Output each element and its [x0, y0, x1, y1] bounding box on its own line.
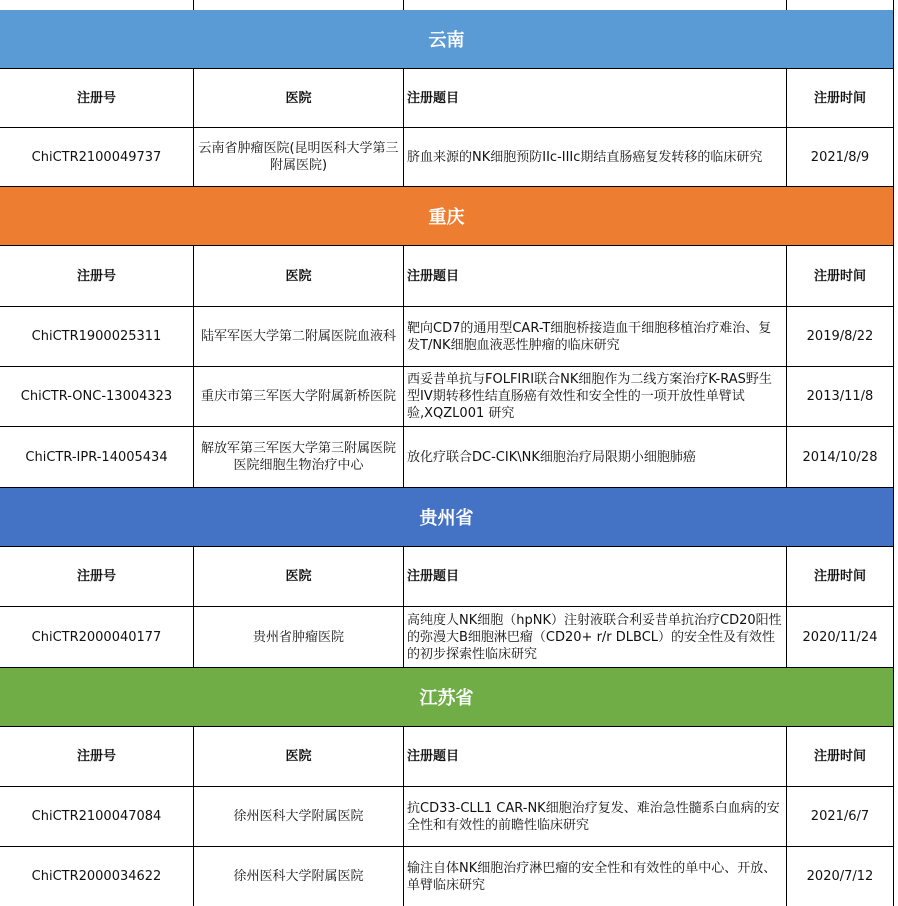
header-reg-no: 注册号: [0, 727, 194, 786]
reg-no-cell: ChiCTR2000034622: [0, 847, 194, 906]
header-row: [0, 69, 893, 128]
header-title: 注册题目: [404, 547, 787, 606]
date-cell: 2021/8/9: [810, 149, 870, 165]
reg-no-cell: ChiCTR2100049737: [0, 128, 194, 186]
table-row: [0, 367, 893, 427]
date-cell: 2014/10/28: [802, 449, 878, 465]
top-border-line: [403, 0, 404, 10]
reg-no-cell: ChiCTR-ONC-13004323: [0, 367, 194, 426]
reg-no-cell: ChiCTR2100047084: [0, 787, 194, 846]
header-hospital: 医院: [194, 69, 404, 127]
hospital-cell: 解放军第三军医大学第三附属医院医院细胞生物治疗中心: [194, 427, 404, 487]
section-banner-chongqing: 重庆: [0, 187, 893, 246]
section-banner-yunnan: 云南: [0, 10, 893, 69]
header-date: 注册时间: [813, 268, 866, 284]
date-cell: 2021/6/7: [810, 809, 870, 824]
date-cell: 2019/8/22: [806, 329, 874, 344]
table-row: [0, 128, 893, 187]
hospital-cell: 徐州医科大学附属医院: [194, 787, 404, 846]
right-border: [893, 0, 894, 906]
title-cell: 脐血来源的NK细胞预防IIc-IIIc期结直肠癌复发转移的临床研究: [404, 128, 787, 186]
header-date: 注册时间: [813, 90, 866, 106]
header-title: 注册题目: [404, 69, 787, 127]
header-hospital: 医院: [194, 246, 404, 306]
reg-no-cell: ChiCTR-IPR-14005434: [0, 427, 194, 487]
header-reg-no: 注册号: [0, 69, 194, 127]
header-row: [0, 547, 893, 607]
header-hospital: 医院: [194, 727, 404, 786]
header-date: 注册时间: [813, 749, 866, 764]
title-cell: 西妥昔单抗与FOLFIRI联合NK细胞作为二线方案治疗K-RAS野生型IV期转移性结直肠癌有效性和安全性的一项开放性单臂试验,XQZL001 研究: [404, 367, 787, 426]
date-cell: 2020/11/24: [802, 629, 878, 645]
date-cell: 2013/11/8: [806, 389, 874, 404]
section-banner-jiangsu: 江苏省: [0, 668, 893, 727]
title-cell: 抗CD33-CLL1 CAR-NK细胞治疗复发、难治急性髓系白血病的安全性和有效性的前瞻性临床研究: [404, 787, 787, 846]
table-row: [0, 607, 893, 668]
title-cell: 靶向CD7的通用型CAR-T细胞桥接造血干细胞移植治疗难治、复发T/NK细胞血液恶性肿瘤的临床研究: [404, 307, 787, 366]
header-title: 注册题目: [404, 246, 787, 306]
title-cell: 高纯度人NK细胞（hpNK）注射液联合利妥昔单抗治疗CD20阳性的弥漫大B细胞淋巴瘤（CD20+ r/r DLBCL）的安全性及有效性的初步探索性临床研究: [404, 607, 787, 667]
header-date: 注册时间: [813, 569, 866, 584]
hospital-cell: 陆军军医大学第二附属医院血液科: [194, 307, 404, 366]
reg-no-cell: ChiCTR2000040177: [0, 607, 194, 667]
hospital-cell: 重庆市第三军医大学附属新桥医院: [194, 367, 404, 426]
table-row: [0, 307, 893, 367]
header-hospital: 医院: [194, 547, 404, 606]
header-reg-no: 注册号: [0, 547, 194, 606]
section-banner-guizhou: 贵州省: [0, 488, 893, 547]
table-row: [0, 427, 893, 488]
hospital-cell: 徐州医科大学附属医院: [194, 847, 404, 906]
table-row: [0, 847, 893, 906]
title-cell: 放化疗联合DC-CIK\NK细胞治疗局限期小细胞肺癌: [404, 427, 787, 487]
hospital-cell: 贵州省肿瘤医院: [194, 607, 404, 667]
hospital-cell: 云南省肿瘤医院(昆明医科大学第三附属医院): [194, 128, 404, 186]
reg-no-cell: ChiCTR1900025311: [0, 307, 194, 366]
table-row: [0, 787, 893, 847]
date-cell: 2020/7/12: [806, 869, 874, 884]
top-border-line: [786, 0, 787, 10]
header-row: [0, 246, 893, 307]
title-cell: 输注自体NK细胞治疗淋巴瘤的安全性和有效性的单中心、开放、单臂临床研究: [404, 847, 787, 906]
header-row: [0, 727, 893, 787]
top-border-line: [193, 0, 194, 10]
header-reg-no: 注册号: [0, 246, 194, 306]
header-title: 注册题目: [404, 727, 787, 786]
